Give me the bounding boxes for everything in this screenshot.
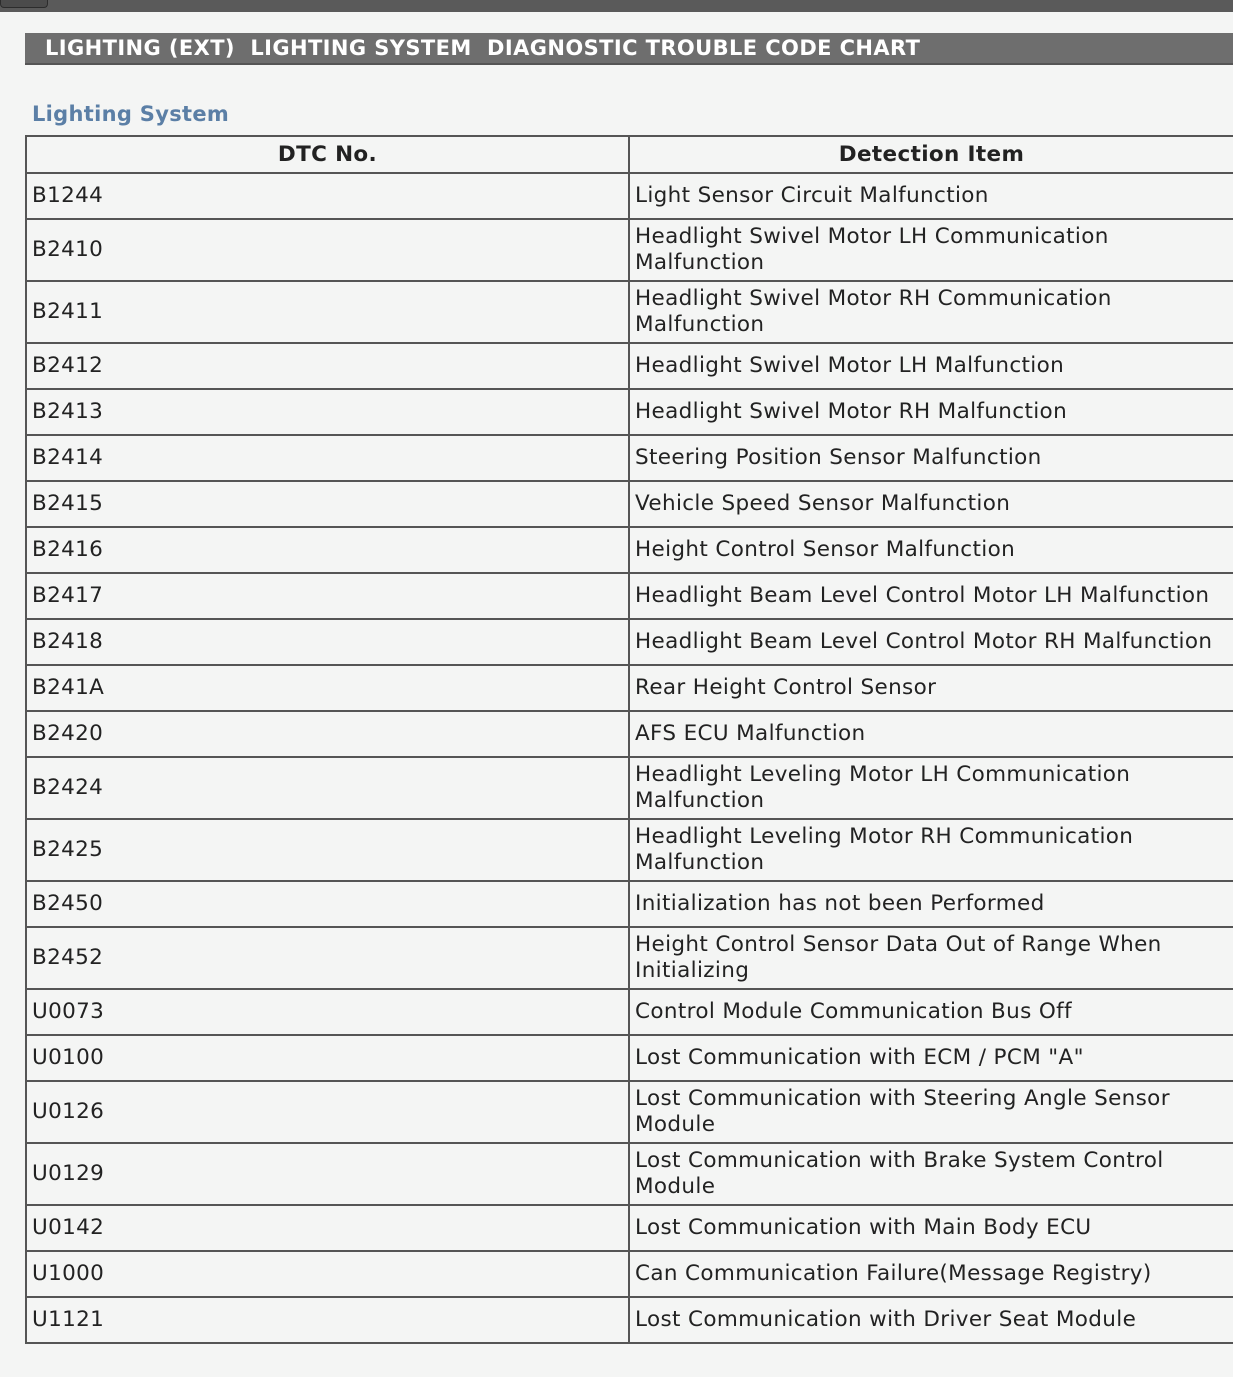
- table-row: [26, 819, 1233, 881]
- detection-item-cell: Headlight Beam Level Control Motor RH Malfunction: [629, 619, 1233, 665]
- dtc-code-cell: U0142: [26, 1205, 629, 1251]
- table-row: [26, 619, 1233, 665]
- detection-item-cell: Vehicle Speed Sensor Malfunction: [629, 481, 1233, 527]
- detection-item-cell: Lost Communication with Driver Seat Module: [629, 1297, 1233, 1343]
- page-title: LIGHTING (EXT) LIGHTING SYSTEM DIAGNOSTIC TROUBLE CODE CHART: [45, 36, 921, 60]
- dtc-table: [25, 135, 1233, 1344]
- column-header-dtc-no: DTC No.: [26, 136, 629, 173]
- dtc-code-cell: B2425: [26, 819, 629, 881]
- table-row: [26, 881, 1233, 927]
- detection-item-cell: Can Communication Failure(Message Registry): [629, 1251, 1233, 1297]
- dtc-code-cell: B2413: [26, 389, 629, 435]
- detection-item-cell: Lost Communication with Brake System Control Module: [629, 1143, 1233, 1205]
- table-row: [26, 343, 1233, 389]
- table-row: [26, 573, 1233, 619]
- section-heading: Lighting System: [32, 102, 230, 126]
- dtc-code-cell: B2420: [26, 711, 629, 757]
- dtc-code-cell: B2411: [26, 281, 629, 343]
- detection-item-cell: Rear Height Control Sensor: [629, 665, 1233, 711]
- detection-item-cell: Headlight Swivel Motor LH Malfunction: [629, 343, 1233, 389]
- detection-item-cell: Lost Communication with Main Body ECU: [629, 1205, 1233, 1251]
- dtc-code-cell: B241A: [26, 665, 629, 711]
- detection-item-cell: Lost Communication with Steering Angle Sensor Module: [629, 1081, 1233, 1143]
- detection-item-cell: Headlight Swivel Motor LH Communication Malfunction: [629, 219, 1233, 281]
- page-title-bar: [25, 33, 1233, 65]
- dtc-code-cell: B2414: [26, 435, 629, 481]
- dtc-code-cell: U0073: [26, 989, 629, 1035]
- detection-item-cell: Steering Position Sensor Malfunction: [629, 435, 1233, 481]
- table-row: [26, 219, 1233, 281]
- table-row: [26, 989, 1233, 1035]
- dtc-code-cell: B2416: [26, 527, 629, 573]
- dtc-code-cell: U0129: [26, 1143, 629, 1205]
- dtc-code-cell: U0126: [26, 1081, 629, 1143]
- table-row: [26, 757, 1233, 819]
- table-row: [26, 527, 1233, 573]
- dtc-code-cell: U0100: [26, 1035, 629, 1081]
- detection-item-cell: Initialization has not been Performed: [629, 881, 1233, 927]
- table-row: [26, 1035, 1233, 1081]
- column-header-detection-item: Detection Item: [629, 136, 1233, 173]
- table-row: [26, 1081, 1233, 1143]
- table-row: [26, 927, 1233, 989]
- dtc-code-cell: B2452: [26, 927, 629, 989]
- table-row: [26, 173, 1233, 219]
- dtc-code-cell: B2417: [26, 573, 629, 619]
- dtc-code-cell: U1121: [26, 1297, 629, 1343]
- toolbar-tab[interactable]: [0, 0, 48, 8]
- dtc-code-cell: B1244: [26, 173, 629, 219]
- table-header-row: [26, 136, 1233, 173]
- table-row: [26, 1205, 1233, 1251]
- detection-item-cell: Height Control Sensor Malfunction: [629, 527, 1233, 573]
- detection-item-cell: Headlight Beam Level Control Motor LH Malfunction: [629, 573, 1233, 619]
- table-row: [26, 711, 1233, 757]
- table-row: [26, 1143, 1233, 1205]
- detection-item-cell: Lost Communication with ECM / PCM "A": [629, 1035, 1233, 1081]
- table-row: [26, 1251, 1233, 1297]
- detection-item-cell: Headlight Swivel Motor RH Malfunction: [629, 389, 1233, 435]
- detection-item-cell: Height Control Sensor Data Out of Range When Initializing: [629, 927, 1233, 989]
- dtc-code-cell: U1000: [26, 1251, 629, 1297]
- table-row: [26, 481, 1233, 527]
- table-row: [26, 435, 1233, 481]
- detection-item-cell: Headlight Leveling Motor RH Communication Malfunction: [629, 819, 1233, 881]
- detection-item-cell: Headlight Leveling Motor LH Communication Malfunction: [629, 757, 1233, 819]
- dtc-code-cell: B2412: [26, 343, 629, 389]
- detection-item-cell: Light Sensor Circuit Malfunction: [629, 173, 1233, 219]
- dtc-code-cell: B2410: [26, 219, 629, 281]
- dtc-code-cell: B2450: [26, 881, 629, 927]
- table-row: [26, 389, 1233, 435]
- detection-item-cell: Control Module Communication Bus Off: [629, 989, 1233, 1035]
- dtc-code-cell: B2415: [26, 481, 629, 527]
- table-row: [26, 665, 1233, 711]
- top-toolbar-strip: [0, 0, 1233, 12]
- detection-item-cell: AFS ECU Malfunction: [629, 711, 1233, 757]
- dtc-code-cell: B2418: [26, 619, 629, 665]
- table-row: [26, 1297, 1233, 1343]
- table-row: [26, 281, 1233, 343]
- dtc-code-cell: B2424: [26, 757, 629, 819]
- detection-item-cell: Headlight Swivel Motor RH Communication Malfunction: [629, 281, 1233, 343]
